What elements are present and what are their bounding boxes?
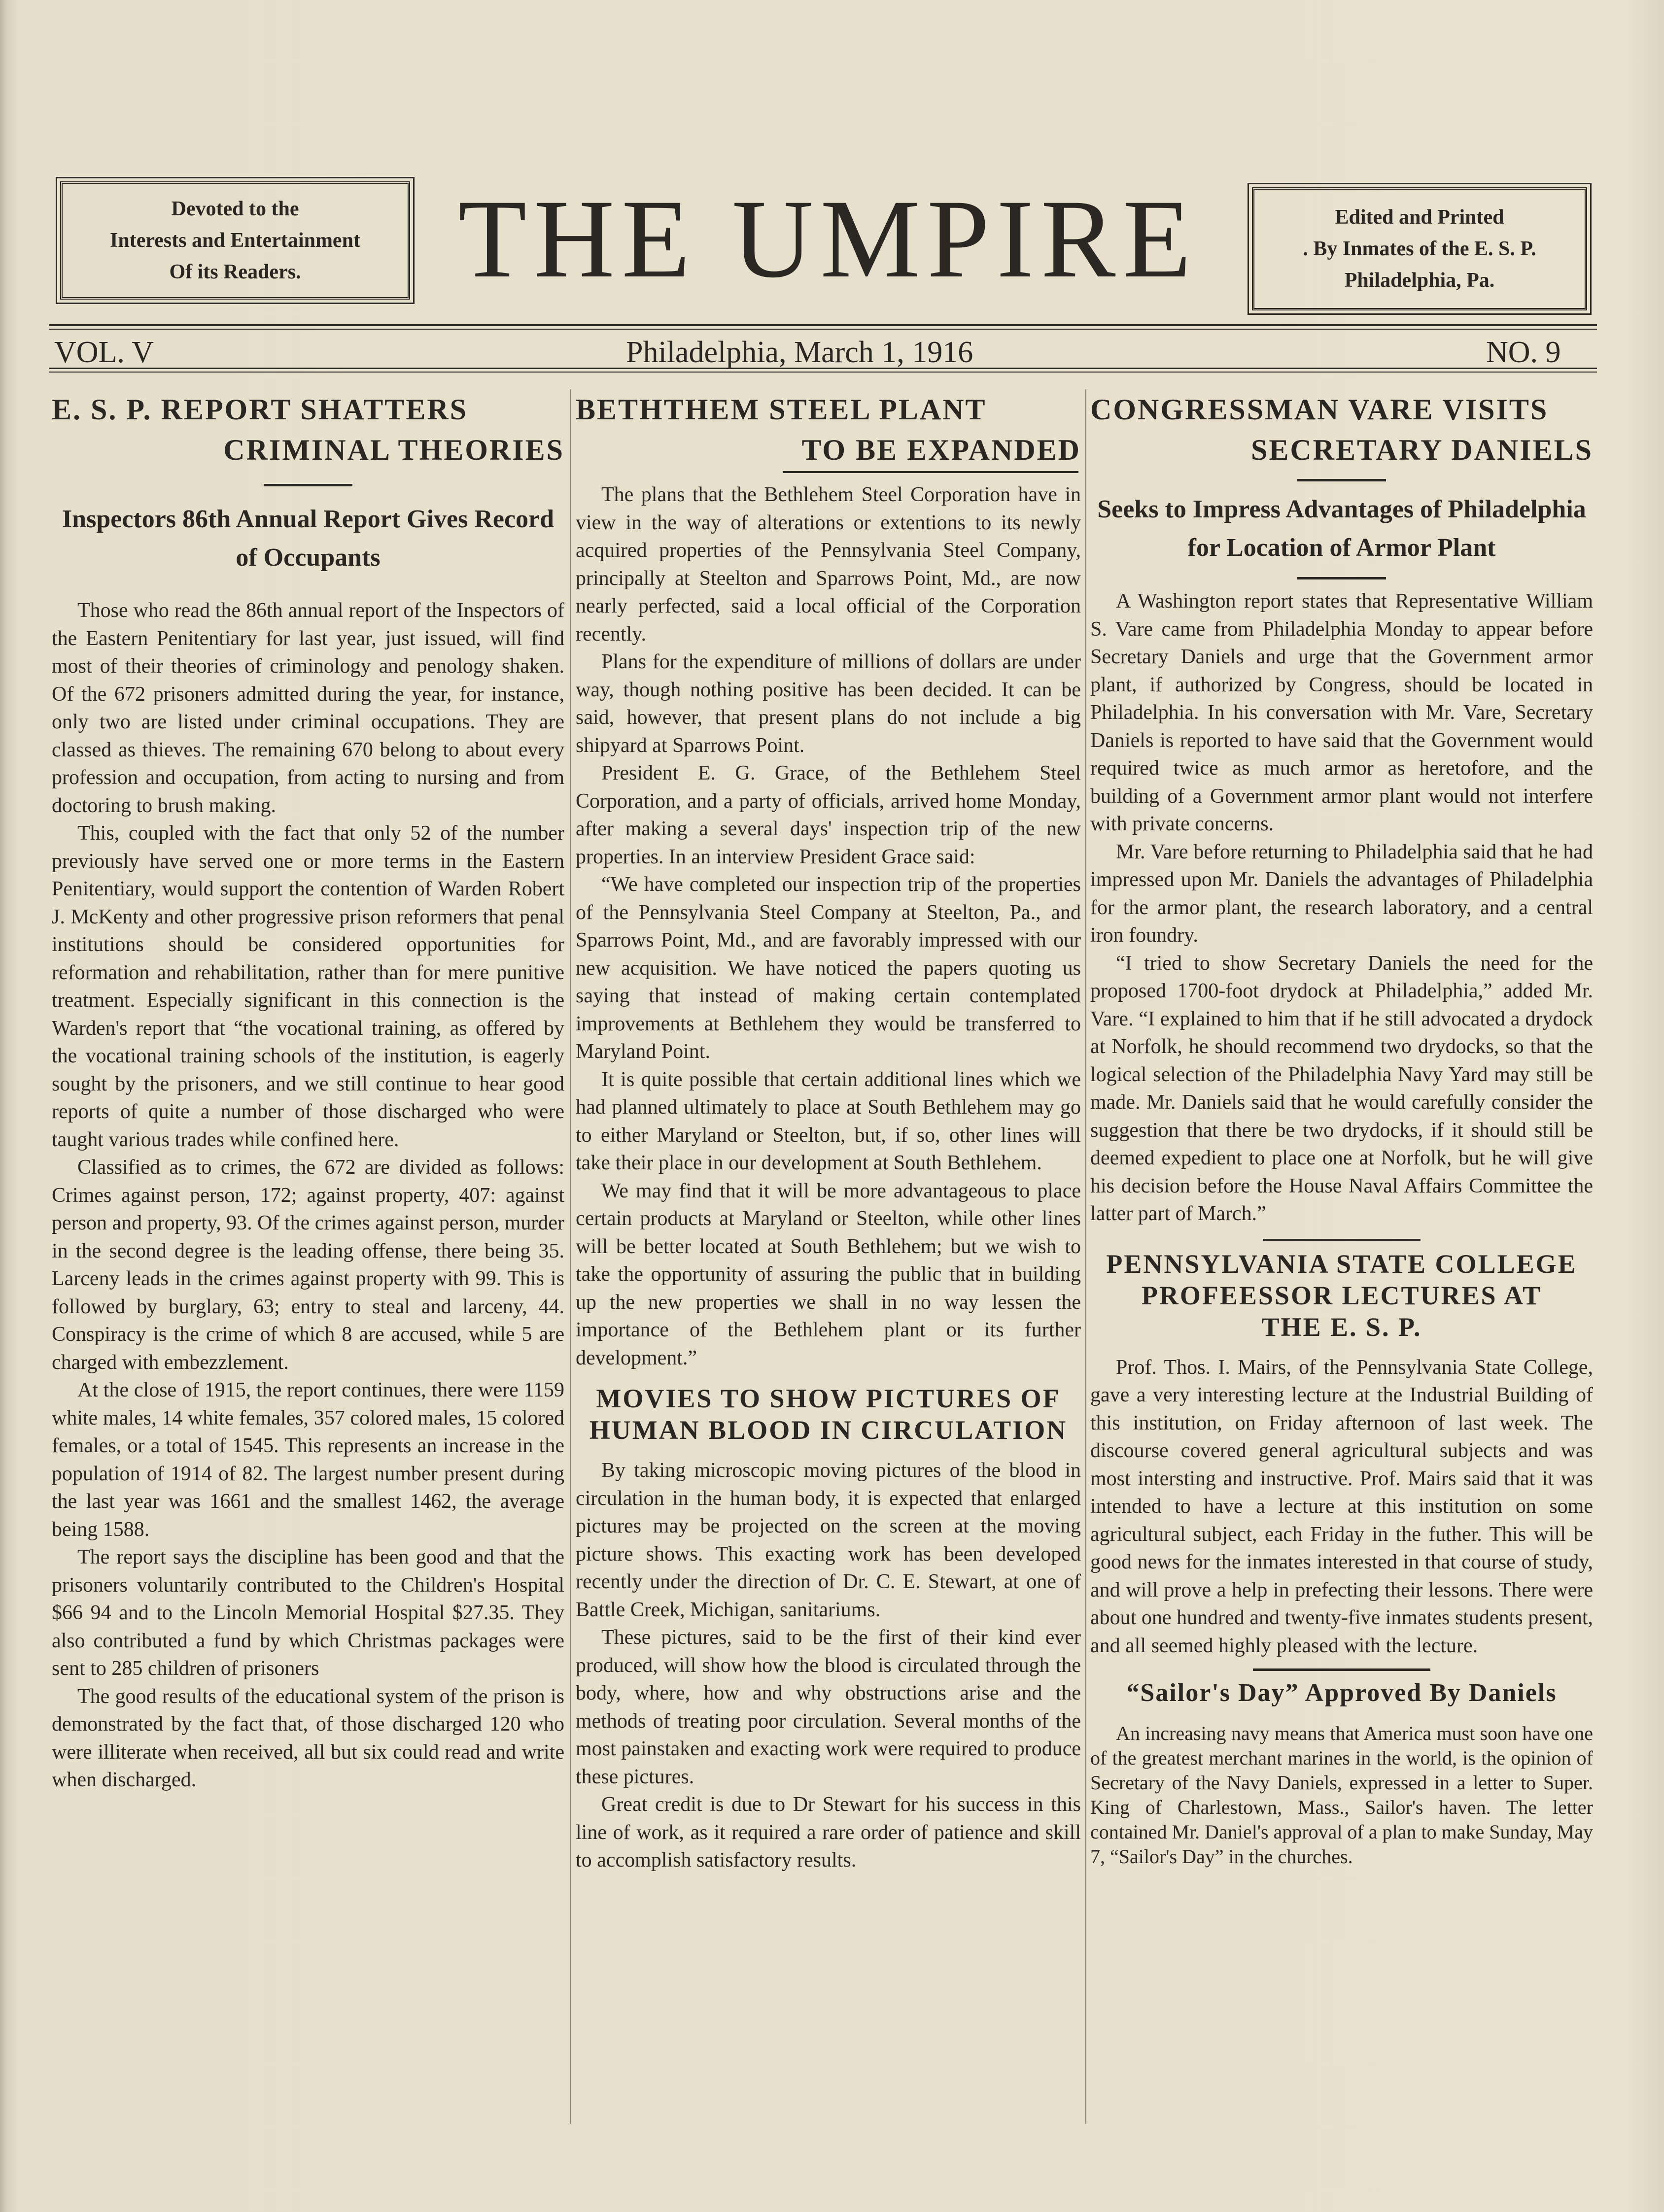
headline-line: THE E. S. P. xyxy=(1261,1312,1422,1342)
paragraph: Great credit is due to Dr Stewart for his success in this line of work, as it required a rare order of patience and skill to accomplish satisfactory results. xyxy=(576,1793,1081,1872)
masthead-right-line: . By Inmates of the E. S. P. xyxy=(1303,238,1536,260)
paragraph: President E. G. Grace, of the Bethlehem Steel Corporation, and a party of officials, arrived home Monday, after making a several days' inspection trip of the new properties. In an interview President Grace said: xyxy=(576,762,1081,868)
headline-line: E. S. P. REPORT SHATTERS xyxy=(52,393,468,426)
masthead-left-box xyxy=(60,181,410,300)
article-headline xyxy=(576,389,1081,470)
paragraph: Classified as to crimes, the 672 are divided as follows: Crimes against person, 172; against property, 407: against person and property, 93. Of the crimes against person, murder in the second degree is the leading offense, there being 35. Larceny leads in the crimes against property with 99. This is followed by burglary, 63; entry to steal and larceny, 44. Conspiracy is the crime of which 8 are accused, while 5 are charged with embezzlement. xyxy=(52,1156,564,1374)
paragraph: At the close of 1915, the report continues, there were 1159 white males, 14 white females, 357 colored males, 15 colored females, or a total of 1545. This represents an increase in the population of 1914 of 82. The largest number present during the last year was 1661 and the smallest 1462, the average being 1588. xyxy=(52,1379,564,1541)
masthead-left-line: Of its Readers. xyxy=(169,261,301,283)
article-body xyxy=(52,597,564,1794)
issue-date: Philadelphia, March 1, 1916 xyxy=(626,336,973,369)
headline-line: CRIMINAL THEORIES xyxy=(223,434,564,466)
paragraph: A Washington report states that Representative William S. Vare came from Philadelphia Monday to appear before Secretary Daniels and urge that the Government armor plant, if authorized by Congress, should be located in Philadelphia. In his conversation with Mr. Vare, Secretary Daniels is reported to have said that the Government would required twice as much armor as heretofore, and the building of a Government armor plant would not interfere with private concerns. xyxy=(1090,590,1593,835)
paragraph: Mr. Vare before returning to Philadelphia said that he had impressed upon Mr. Daniels the advantages of Philadelphia for the armor plant, the research laboratory, and a central iron foundry. xyxy=(1090,840,1593,947)
article-headline xyxy=(1090,1248,1593,1343)
paragraph: By taking microscopic moving pictures of the blood in circulation in the human body, it is expected that enlarged pictures may be projected on the screen at the moving picture shows. This exacting work has been developed recently under the direction of Dr. C. E. Stewart, at one of Battle Creek, Michigan, sanitariums. xyxy=(576,1459,1081,1621)
article-body xyxy=(1090,1721,1593,1869)
paragraph: Plans for the expenditure of millions of dollars are under way, though nothing positive has been decided. It can be said, however, that present plans do not include a big shipyard at Sparrows Point. xyxy=(576,650,1081,757)
article-body xyxy=(1090,587,1593,1228)
column-separator xyxy=(570,389,571,2124)
column-1 xyxy=(52,389,564,1794)
article-headline xyxy=(52,389,564,470)
headline-line: “Sailor's Day” Approved By Daniels xyxy=(1126,1679,1557,1707)
paragraph: The good results of the educational system of the prison is demonstrated by the fact that, of those discharged 120 who were illiterate when received, all but six could read and write when discharged. xyxy=(52,1685,564,1791)
article-headline xyxy=(1090,1676,1593,1710)
masthead-right-box xyxy=(1252,187,1587,310)
paragraph: “We have completed our inspection trip of the properties of the Pennsylvania Steel Company at Steelton, Pa., and Sparrows Point, Md., and are favorably impressed with our new acquisition. We have noticed the papers quoting us saying that instead of making certain contemplated improvements at Bethlehem they would be transferred to Maryland Point. xyxy=(576,873,1081,1063)
paragraph: The plans that the Bethlehem Steel Corporation have in view in the way of alterations or extentions to its newly acquired properties of the Pennsylvania Steel Company, principally at Steelton and Sparrows Point, Md., are now nearly perfected, said a local official of the Corporation recently. xyxy=(576,483,1081,646)
masthead-left-line: Devoted to the xyxy=(171,198,299,220)
headline-line: CONGRESSMAN VARE VISITS xyxy=(1090,393,1549,426)
headline-line: SECRETARY DANIELS xyxy=(1250,434,1593,466)
masthead-left-line: Interests and Entertainment xyxy=(110,229,360,252)
issue-number: NO. 9 xyxy=(1486,336,1561,369)
paragraph: An increasing navy means that America must soon have one of the greatest merchant marines in the world, is the opinion of Secretary of the Navy Daniels, expressed in a letter to Super. King of Charlestown, Mass., Sailor's haven. The letter contained Mr. Daniel's approval of a plan to make Sunday, May 7, “Sailor's Day” in the churches. xyxy=(1090,1722,1593,1868)
divider xyxy=(1297,479,1386,481)
volume-label: VOL. V xyxy=(54,336,154,369)
paragraph: “I tried to show Secretary Daniels the need for the proposed 1700-foot drydock at Philadelphia,” added Mr. Vare. “I explained to him that if he still advocated a drydock at Norfolk, he should recommend two drydocks, so that the logical selection of the Philadelphia Navy Yard may still be made. Mr. Daniels said that he would carefully consider the suggestion that there be two drydocks, if it should still be deemed expedient to place one at Norfolk, but he will give his decision before the House Naval Affairs Committee the latter part of March.” xyxy=(1090,952,1593,1225)
divider xyxy=(1297,577,1386,579)
paragraph: The report says the discipline has been good and that the prisoners voluntarily contributed to the Children's Hospital $66 94 and to the Lincoln Memorial Hospital $27.35. They also contributed a fund by which Christmas packages were sent to 285 children of prisoners xyxy=(52,1546,564,1680)
paragraph: Those who read the 86th annual report of the Inspectors of the Eastern Penitentiary for last year, just issued, will find most of their theories of criminology and penology shaken. Of the 672 prisoners admitted during the year, for instance, only two are listed under criminal occupations. They are classed as thieves. The remaining 670 belong to about every profession and occupation, from acting to nursing and from doctoring to brush making. xyxy=(52,599,564,817)
paragraph: We may find that it will be more advantageous to place certain products at Maryland or Steelton, while other lines will be better located at South Bethlehem; but we wish to take the opportunity of assuring the public that in building up the new properties we shall in no way lessen the importance of the Bethlehem plant or its further development.” xyxy=(576,1179,1081,1369)
article-headline xyxy=(576,1383,1081,1446)
divider xyxy=(1263,1239,1421,1241)
headline-line: PROFEESSOR LECTURES AT xyxy=(1141,1280,1542,1310)
divider xyxy=(783,471,1078,473)
divider xyxy=(1253,1668,1430,1671)
paragraph: It is quite possible that certain additional lines which we had planned ultimately to place at South Bethlehem may go to either Maryland or Steelton, but, if so, other lines will take their place in our development at South Bethlehem. xyxy=(576,1068,1081,1174)
headline-line: TO BE EXPANDED xyxy=(801,434,1081,466)
masthead-rule-top xyxy=(49,324,1597,326)
headline-line: HUMAN BLOOD IN CIRCULATION xyxy=(589,1415,1068,1445)
article-body xyxy=(576,481,1081,1372)
article-body xyxy=(1090,1354,1593,1660)
column-2 xyxy=(576,389,1081,1874)
paragraph: This, coupled with the fact that only 52 of the number previously have served one or more terms in the Eastern Penitentiary, would support the contention of Warden Robert J. McKenty and other progressive prison reformers that penal institutions should be considered opportunities for reformation and rehabilitation, rather than for mere punitive treatment. Especially significant in this connection is the Warden's report that “the vocational training, as offered by the vocational training schools of the institution, is eagerly sought by the prisoners, and we still continue to hear good reports of quite a number of those discharged who were taught various trades while confined here. xyxy=(52,822,564,1151)
article-headline xyxy=(1090,389,1593,470)
headline-line: MOVIES TO SHOW PICTURES OF xyxy=(596,1384,1061,1413)
paragraph: Prof. Thos. I. Mairs, of the Pennsylvania State College, gave a very interesting lecture at the Industrial Building of this institution, on Friday afternoon of last week. The discourse covered general agricultural subjects and was most intersting and instructive. Prof. Mairs said that it was intended to have a lecture at this institution on some agricultural subject, each Friday in the futher. This will be good news for the inmates interested in that course of study, and will prove a help in prefecting their lessons. There were about one hundred and twenty-five inmates students present, and all seemed highly pleased with the lecture. xyxy=(1090,1356,1593,1657)
masthead-right-line: Edited and Printed xyxy=(1335,206,1504,229)
masthead-rule-top-thin xyxy=(49,329,1597,330)
divider xyxy=(264,484,352,486)
column-separator xyxy=(1085,389,1086,2124)
headline-line: PENNSYLVANIA STATE COLLEGE xyxy=(1106,1249,1577,1279)
paragraph: These pictures, said to be the first of their kind ever produced, will show how the blood is circulated through the body, where, how and why obstructions arise and the methods of treating poor circulation. Several months of the most painstaken and exacting work were required to produce these pictures. xyxy=(576,1626,1081,1788)
masthead-title: THE UMPIRE xyxy=(458,177,1198,301)
headline-line: BETHTHEM STEEL PLANT xyxy=(576,393,987,426)
article-subheadline: Seeks to Impress Advantages of Philadelphia for Location of Armor Plant xyxy=(1097,495,1586,562)
article-subheadline: Inspectors 86th Annual Report Gives Record of Occupants xyxy=(62,505,555,572)
article-body xyxy=(576,1457,1081,1874)
column-3 xyxy=(1090,389,1593,1869)
masthead-right-line: Philadelphia, Pa. xyxy=(1344,269,1495,292)
